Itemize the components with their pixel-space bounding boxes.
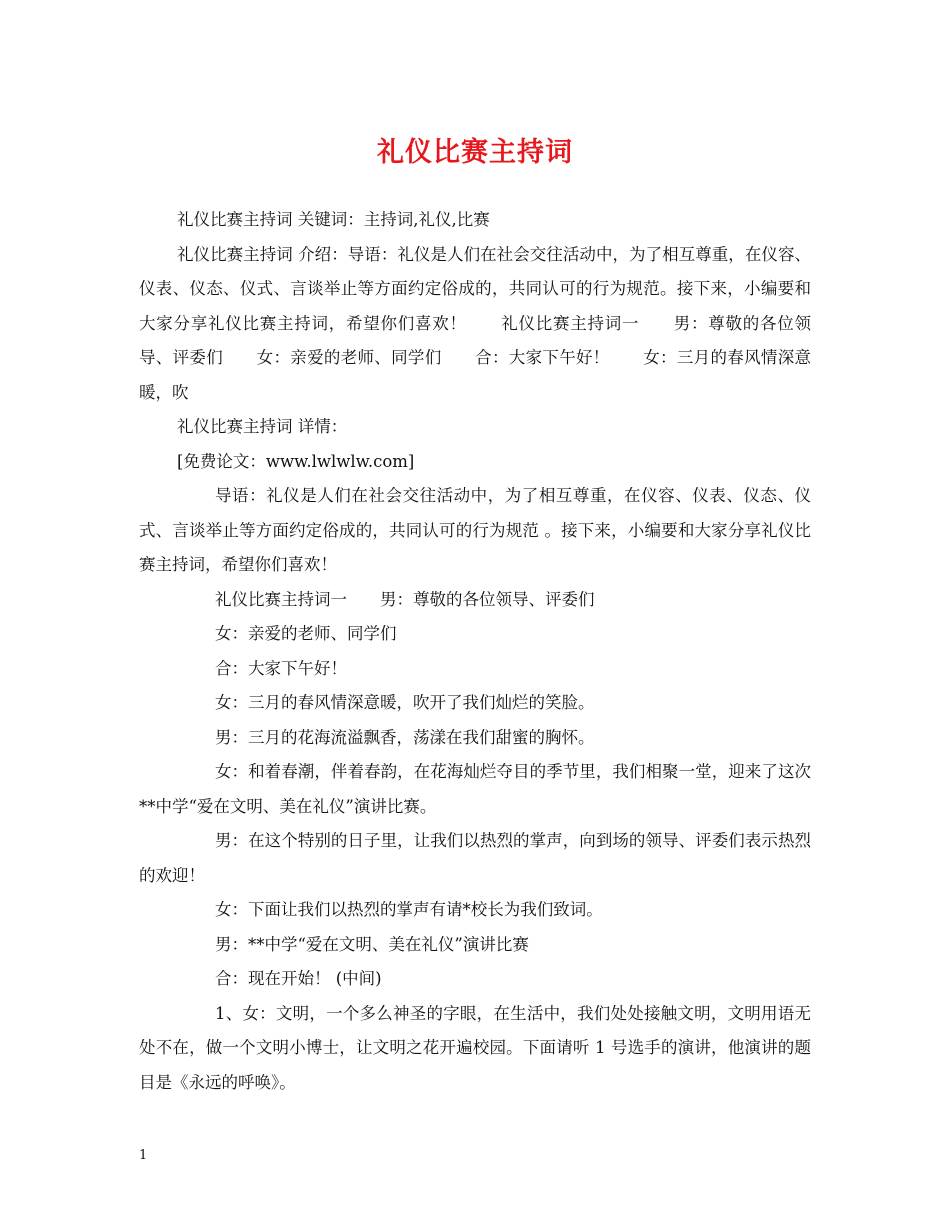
paragraph: 合：现在开始！ (中间) bbox=[215, 969, 382, 988]
paragraph: 女：和着春潮，伴着春韵，在花海灿烂夺目的季节里，我们相聚一堂，迎来了这次**中学“爱在文明、美在礼仪”演讲比赛。 bbox=[139, 762, 811, 816]
paragraph: 1、女：文明，一个多么神圣的字眼，在生活中，我们处处接触文明，文明用语无处不在，做一个文明小博士，让文明之花开遍校园。下面请听 1 号选手的演讲，他演讲的题目是《永远的呼唤》。 bbox=[139, 1003, 811, 1092]
document-title: 礼仪比赛主持词 bbox=[377, 137, 573, 168]
paragraph: 女：下面让我们以热烈的掌声有请*校长为我们致词。 bbox=[215, 900, 603, 919]
paragraph: 男：在这个特别的日子里，让我们以热烈的掌声，向到场的领导、评委们表示热烈的欢迎！ bbox=[139, 831, 811, 885]
document-body bbox=[139, 203, 811, 1100]
paragraph: [免费论文：www.lwlwlw.com] bbox=[177, 451, 415, 471]
paragraph: 女：亲爱的老师、同学们 bbox=[215, 624, 397, 643]
paragraph: 礼仪比赛主持词一 男：尊敬的各位领导、评委们 bbox=[215, 589, 595, 609]
paragraph: 礼仪比赛主持词 详情： bbox=[177, 417, 348, 436]
paragraph: 礼仪比赛主持词 介绍：导语：礼仪是人们在社会交往活动中，为了相互尊重，在仪容、仪表、仪态、仪式、言谈举止等方面约定俗成的，共同认可的行为规范。接下来，小编要和大家分享礼仪比赛主持词，希望你们喜欢！ 礼仪比赛主持词一 男：尊敬的各位领导、评委们 女：亲爱的老师、同学们 合：大家下午好！ 女：三月的春风情深意暖，吹 bbox=[139, 244, 811, 402]
paragraph: 导语：礼仪是人们在社会交往活动中，为了相互尊重，在仪容、仪表、仪态、仪式、言谈举止等方面约定俗成的，共同认可的行为规范 。接下来，小编要和大家分享礼仪比赛主持词，希望你们喜欢！ bbox=[139, 486, 811, 574]
paragraph: 女：三月的春风情深意暖，吹开了我们灿烂的笑脸。 bbox=[215, 693, 595, 712]
page-number: 1 bbox=[139, 1148, 148, 1163]
paragraph: 男：**中学“爱在文明、美在礼仪”演讲比赛 bbox=[215, 934, 529, 954]
paragraph: 合：大家下午好！ bbox=[215, 658, 347, 678]
paragraph: 礼仪比赛主持词 关键词：主持词,礼仪,比赛 bbox=[177, 210, 490, 229]
paragraph: 男：三月的花海流溢飘香，荡漾在我们甜蜜的胸怀。 bbox=[215, 727, 595, 747]
